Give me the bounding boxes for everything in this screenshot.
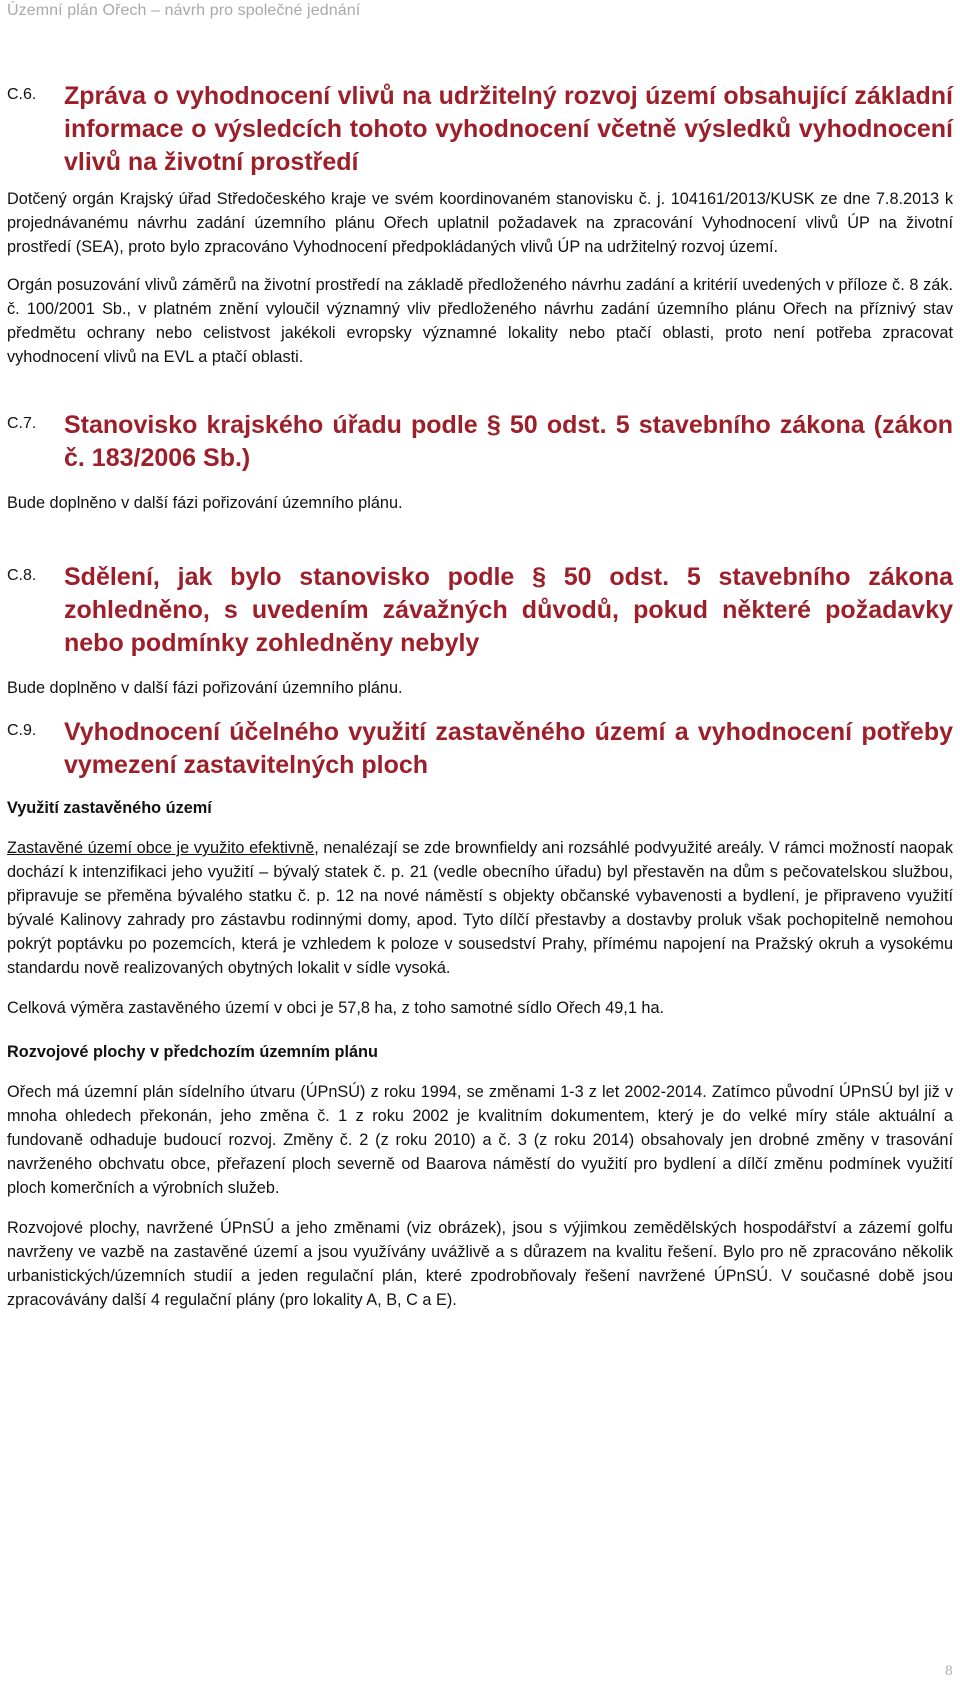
section-title: Zpráva o vyhodnocení vlivů na udržitelný rozvoj území obsahující základní informace o výsledcích tohoto vyhodnocení včetně výsledků vyhodnocení vlivů na životní prostředí [64,82,953,176]
paragraph: Celková výměra zastavěného území v obci je 57,8 ha, z toho samotné sídlo Ořech 49,1 ha. [7,999,665,1017]
paragraph: Ořech má územní plán sídelního útvaru (ÚPnSÚ) z roku 1994, se změnami 1-3 z let 2002-2014. Zatímco původní ÚPnSÚ byl již v mnoha ohledech překonán, jeho změna č. 1 z roku 2002 je kvalitním dokumentem, který je do velké míry stále aktuální a fundovaně odhaduje budoucí rozvoj. Změny č. 2 (z roku 2010) a č. 3 (z roku 2014) obsahovaly jen drobné změny v trasování navrženého obchvatu obce, přeřazení ploch severně od Baarova náměstí do využití pro bydlení a dílčí změnu podmínek využití ploch komerčních a výrobních služeb. [7,1083,953,1197]
section-c7-heading [7,409,953,475]
section-number: C.9. [7,722,37,739]
paragraph: Orgán posuzování vlivů záměrů na životní prostředí na základě předloženého návrhu zadání a kritérií uvedených v příloze č. 8 zák. č. 100/2001 Sb., v platném znění vyloučil významný vliv předloženého návrhu zadání územního plánu Ořech na příznivý stav předmětu ochrany nebo celistvost jakékoli evropsky významné lokality nebo ptačí oblasti, proto není potřeba zpracovat vyhodnocení vlivů na EVL a ptačí oblasti. [7,276,953,366]
section-number: C.8. [7,567,37,584]
section-title: Stanovisko krajského úřadu podle § 50 odst. 5 stavebního zákona (zákon č. 183/2006 Sb.) [64,411,953,472]
paragraph: Bude doplněno v další fázi pořizování územního plánu. [7,494,403,512]
running-header: Územní plán Ořech – návrh pro společné jednání [7,2,361,19]
section-c9-heading [7,716,953,782]
subheading: Využití zastavěného území [7,799,212,817]
page-content [7,80,953,1312]
page-number: 8 [944,1664,953,1679]
paragraph: Dotčený orgán Krajský úřad Středočeského kraje ve svém koordinovaném stanovisku č. j. 104161/2013/KUSK ze dne 7.8.2013 k projednávanému návrhu zadání územního plánu Ořech uplatnil požadavek na zpracování Vyhodnocení vlivů ÚP na životní prostředí (SEA), proto bylo zpracováno Vyhodnocení předpokládaných vlivů ÚP na udržitelný rozvoj území. [7,190,953,256]
paragraph: Rozvojové plochy, navržené ÚPnSÚ a jeho změnami (viz obrázek), jsou s výjimkou zemědělských hospodářství a zázemí golfu navrženy ve vazbě na zastavěné území a jsou využívány uvážlivě a s důrazem na kvalitu řešení. Bylo pro ně zpracováno několik urbanistických/územních studií a jeden regulační plán, které zpodrobňovaly řešení navržené ÚPnSÚ. V současné době jsou zpracovávány další 4 regulační plány (pro lokality A, B, C a E). [7,1219,953,1309]
paragraph: Bude doplněno v další fázi pořizování územního plánu. [7,679,403,697]
section-title: Vyhodnocení účelného využití zastavěného území a vyhodnocení potřeby vymezení zastavitelných ploch [64,718,953,779]
subheading: Rozvojové plochy v předchozím územním plánu [7,1043,378,1061]
paragraph [7,836,953,980]
section-title: Sdělení, jak bylo stanovisko podle § 50 odst. 5 stavebního zákona zohledněno, s uvedením závažných důvodů, pokud některé požadavky nebo podmínky zohledněny nebyly [64,563,953,657]
section-number: C.7. [7,415,37,432]
section-c6-heading [7,80,953,179]
paragraph-text: , nenalézají se zde brownfieldy ani rozsáhlé podvyužité areály. V rámci možností naopak dochází k intenzifikaci jeho využití – bývalý statek č. p. 21 (vedle obecního úřadu) byl přestavěn na dům s pečovatelskou službou, připravuje se přeměna bývalého statku č. p. 12 na nové náměstí s objekty občanské vybavenosti a bydlení, je připraveno využití bývalé Kalinovy zahrady pro zástavbu rodinnými domy, apod. Tyto dílčí přestavby a dostavby proluk však pochopitelně nemohou pokrýt poptávku po pozemcích, která je vzhledem k poloze v sousedství Prahy, přímému napojení na Pražský okruh a vysokému standardu nově realizovaných obytných lokalit v sídle vysoká. [7,839,954,977]
section-c8-heading [7,561,953,660]
underlined-phrase: Zastavěné území obce je využito efektivně [7,839,315,857]
section-number: C.6. [7,86,37,103]
